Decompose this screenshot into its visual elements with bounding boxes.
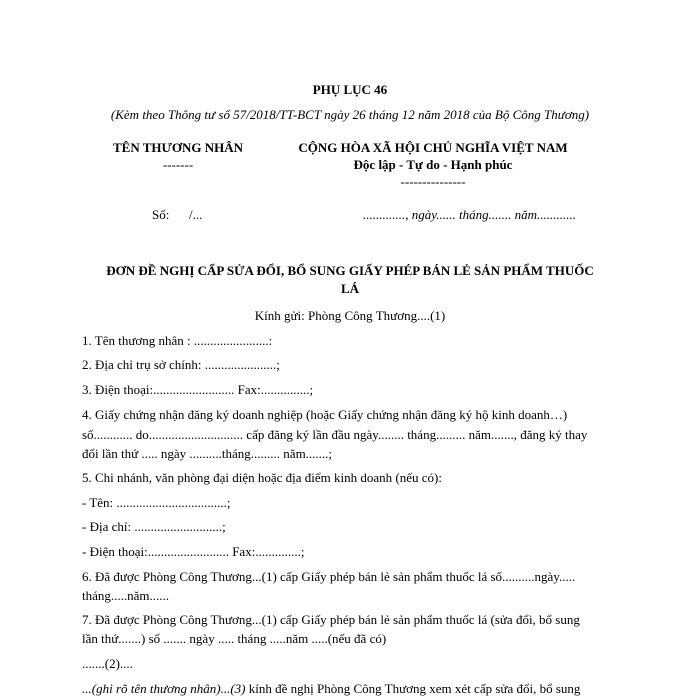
form-title-line1: ĐƠN ĐỀ NGHỊ CẤP SỬA ĐỔI, BỔ SUNG GIẤY PHÉP BÁN LẺ SẢN PHẨM THUỐC [106, 263, 594, 278]
item-7-line-2: lần thứ.......) số ....... ngày ..... tháng .....năm .....(nếu đã có) [82, 631, 387, 646]
item-5-name: - Tên: ..................................; [82, 495, 231, 510]
item-1: 1. Tên thương nhân : .......................: [82, 333, 273, 348]
item-7-line-1: 7. Đã được Phòng Công Thương...(1) cấp Giấy phép bán lẻ sản phẩm thuốc lá (sửa đổi, bổ sung [82, 612, 580, 627]
item-5-address: - Địa chỉ: ...........................; [82, 519, 226, 534]
item-5-phone: - Điện thoại:......................... Fax:..............; [82, 544, 305, 559]
closing-paragraph [82, 681, 580, 697]
merchant-name-heading: TÊN THƯƠNG NHÂN [112, 140, 243, 155]
country-heading: CỘNG HÒA XÃ HỘI CHỦ NGHĨA VIỆT NAM [298, 140, 568, 155]
motto-separator: --------------- [400, 174, 466, 189]
item-6-line-2: tháng.....năm...... [82, 588, 170, 603]
closing-request-text: kính đề nghị Phòng Công Thương xem xét cấp sửa đổi, bổ sung [245, 681, 581, 696]
item-2: 2. Địa chỉ trụ sở chính: ......................; [82, 357, 280, 372]
merchant-separator: ------- [162, 157, 194, 172]
appendix-note: (Kèm theo Thông tư số 57/2018/TT-BCT ngày 26 tháng 12 năm 2018 của Bộ Công Thương) [110, 107, 590, 122]
item-4-line-2: số............ do............................. cấp đăng ký lần đầu ngày........ tháng......... năm......., đăng ký thay [82, 427, 588, 442]
recipient-line: Kính gửi: Phòng Công Thương....(1) [254, 308, 446, 323]
motto: Độc lập - Tự do - Hạnh phúc [353, 157, 513, 172]
item-6-line-1: 6. Đã được Phòng Công Thương...(1) cấp Giấy phép bán lẻ sản phẩm thuốc lá số..........ngày..... [82, 569, 576, 584]
number-value: /... [189, 207, 203, 222]
form-title-line2: LÁ [340, 281, 360, 296]
closing-merchant-placeholder: ...(ghi rõ tên thương nhân)...(3) [82, 681, 246, 696]
item-4-line-3: đổi lần thứ ..... ngày ..........tháng......... năm.......; [82, 446, 333, 461]
date-line: ............., ngày...... tháng....... năm............ [363, 207, 577, 222]
appendix-title: PHỤ LỤC 46 [312, 82, 388, 97]
item-3: 3. Điện thoại:......................... Fax:...............; [82, 382, 314, 397]
number-label: Số: [152, 207, 170, 222]
item-4-line-1: 4. Giấy chứng nhận đăng ký doanh nghiệp (hoặc Giấy chứng nhận đăng ký hộ kinh doanh…) [82, 407, 568, 422]
item-7-line-3: .......(2).... [82, 656, 133, 671]
item-5: 5. Chi nhánh, văn phòng đại diện hoặc địa điểm kinh doanh (nếu có): [82, 470, 442, 485]
